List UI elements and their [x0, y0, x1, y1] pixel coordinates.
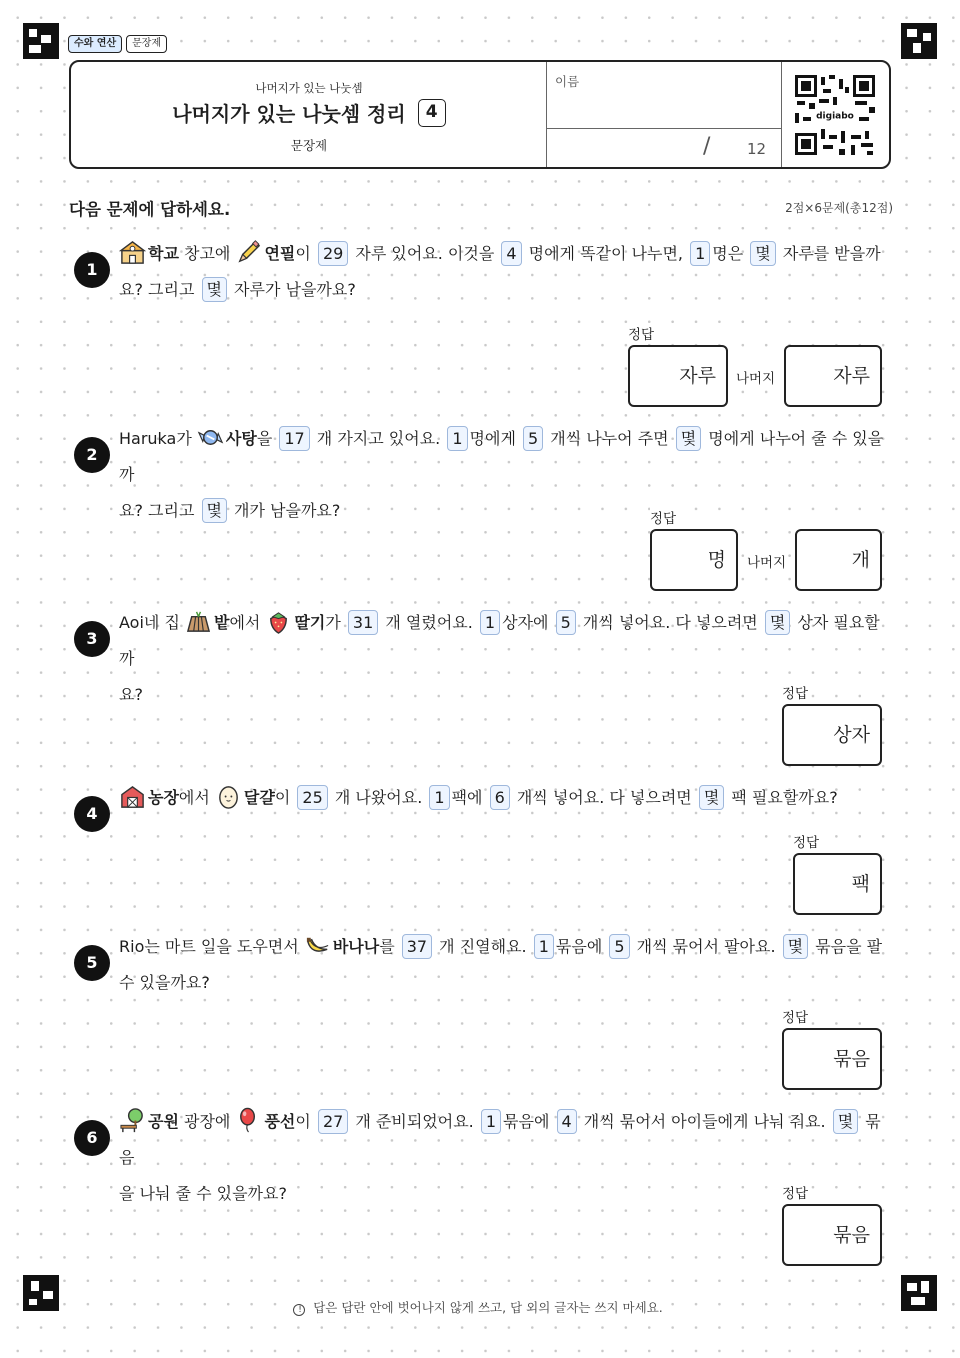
remainder-answer-box[interactable]: 자루: [784, 345, 882, 407]
number-box: 1: [690, 241, 710, 266]
question-text: 명에게 나누어 줄 수 있을까: [119, 429, 884, 484]
qr-label: digiabo: [816, 111, 854, 122]
tag-category: 수와 연산: [68, 35, 122, 53]
number-box: 5: [523, 426, 543, 451]
question-text: 이: [295, 244, 316, 263]
number-box: 4: [557, 1109, 577, 1134]
question-text: 개 가지고 있어요.: [311, 429, 446, 448]
question-text: Aoi네 집: [119, 613, 185, 632]
question-text: 에서: [178, 788, 215, 807]
question-text: 상자에: [502, 613, 554, 632]
remainder-label: 나머지: [747, 551, 786, 571]
remainder-answer-box[interactable]: 개: [795, 529, 882, 591]
answer-label: 정답: [650, 507, 676, 527]
question-text: 개씩 넣어요. 다 넣으려면: [577, 613, 763, 632]
question-text: 자루를 받을까: [777, 244, 881, 263]
footer-note: [0, 1298, 960, 1316]
egg-icon: [215, 783, 242, 810]
score-slash: /: [703, 134, 711, 159]
question-text: 묶음을 팔: [810, 937, 883, 956]
number-box: 5: [609, 934, 629, 959]
question-text: 개씩 넣어요. 다 넣으려면: [511, 788, 697, 807]
question-text: 을 나눠 줄 수 있을까요?: [119, 1184, 287, 1203]
keyword: 풍선: [264, 1112, 296, 1131]
answer-box[interactable]: 묶음: [782, 1028, 882, 1090]
name-score-area: [547, 62, 782, 167]
name-label: 이름: [555, 74, 580, 89]
question-text: 개씩 나누어 주면: [545, 429, 674, 448]
question-number: 1: [74, 252, 110, 288]
question-text: 명은: [712, 244, 749, 263]
question-line: [119, 677, 887, 713]
question-text: 요? 그리고: [119, 501, 200, 520]
number-box: 1: [480, 610, 500, 635]
answer-label: 정답: [793, 831, 819, 851]
question-4: [119, 780, 887, 816]
number-box: 25: [297, 785, 327, 810]
question-text: 창고에: [178, 244, 236, 263]
keyword: 학교: [148, 244, 179, 263]
answer-label: 정답: [782, 682, 808, 702]
question-text: 자루가 남을까요?: [228, 280, 356, 299]
question-text: 을: [256, 429, 278, 448]
keyword: 바나나: [332, 937, 380, 956]
number-box: 6: [490, 785, 510, 810]
question-text: 요? 그리고: [119, 280, 200, 299]
question-line: [119, 965, 887, 1001]
question-line: [119, 421, 887, 493]
worksheet-kind: 문장제: [290, 138, 328, 153]
subtitle: 나머지가 있는 나눗셈: [255, 81, 363, 95]
question-number: 4: [74, 796, 110, 832]
school-icon: [119, 239, 146, 266]
number-box: 몇: [202, 498, 227, 523]
worksheet-header: [69, 60, 891, 169]
number-box: 37: [402, 934, 432, 959]
number-box: 17: [279, 426, 309, 451]
number-box: 몇: [699, 785, 724, 810]
number-box: 몇: [765, 610, 790, 635]
question-number: 3: [74, 621, 110, 657]
banana-icon: [304, 932, 331, 959]
question-line: [119, 236, 887, 272]
question-text: 묶음: [119, 1112, 881, 1167]
keyword: 연필: [264, 244, 296, 263]
candy-icon: [197, 424, 224, 451]
question-text: 명에게: [469, 429, 521, 448]
question-3: [119, 605, 887, 713]
answer-label: 정답: [782, 1006, 808, 1026]
question-1: [119, 236, 887, 308]
worksheet-number: 4: [418, 99, 446, 127]
question-line: [119, 929, 887, 965]
question-2: [119, 421, 887, 529]
question-text: 가: [325, 613, 346, 632]
number-box: 31: [348, 610, 378, 635]
keyword: 농장: [148, 788, 179, 807]
keyword: 달걀: [243, 788, 275, 807]
footer-text: 답은 답란 안에 벗어나지 않게 쓰고, 답 외의 글자는 쓰지 마세요.: [309, 1300, 667, 1315]
question-6: [119, 1104, 887, 1212]
question-text: 개 준비되었어요.: [350, 1112, 479, 1131]
number-box: 29: [318, 241, 348, 266]
question-text: 상자 필요할까: [119, 613, 880, 668]
number-box: 1: [534, 934, 554, 959]
question-text: 개 열렸어요.: [380, 613, 478, 632]
number-box: 몇: [202, 277, 227, 302]
question-text: 를: [379, 937, 400, 956]
answer-box[interactable]: 상자: [782, 704, 882, 766]
question-text: 개씩 묶어서 팔아요.: [631, 937, 781, 956]
answer-label: 정답: [628, 323, 654, 343]
question-text: 수 있을까요?: [119, 973, 210, 992]
keyword: 사탕: [225, 429, 257, 448]
info-icon: !: [293, 1304, 305, 1316]
title-text: 나머지가 있는 나눗셈 정리: [172, 102, 406, 126]
question-text: 묶음에: [555, 937, 608, 956]
question-text: 이: [274, 788, 296, 807]
answer-box[interactable]: 팩: [793, 853, 882, 915]
number-box: 27: [318, 1109, 348, 1134]
number-box: 4: [501, 241, 521, 266]
keyword: 공원: [148, 1112, 179, 1131]
question-text: 명에게 똑같이 나누면,: [523, 244, 689, 263]
number-box: 1: [429, 785, 449, 810]
question-line: [119, 493, 887, 529]
strawberry-icon: [265, 608, 292, 635]
number-box: 1: [447, 426, 467, 451]
answer-box[interactable]: 묶음: [782, 1204, 882, 1266]
answer-box[interactable]: 명: [650, 529, 738, 591]
question-number: 6: [74, 1120, 110, 1156]
question-text: 묶음에: [503, 1112, 555, 1131]
fiducial-marker-top-left: [23, 23, 59, 59]
field-icon: [185, 608, 212, 635]
instruction: 다음 문제에 답하세요.: [69, 200, 231, 219]
number-box: 몇: [783, 934, 808, 959]
keyword: 밭: [213, 613, 230, 632]
tag-type: 문장제: [126, 35, 167, 53]
question-number: 5: [74, 945, 110, 981]
question-line: [119, 272, 887, 308]
question-text: Haruka가: [119, 429, 197, 448]
page-title: [71, 98, 547, 127]
category-tags: [68, 35, 167, 53]
total-score: 12: [747, 140, 767, 158]
divider: [547, 128, 781, 129]
barn-icon: [119, 783, 146, 810]
number-box: 1: [481, 1109, 501, 1134]
keyword: 딸기: [294, 613, 326, 632]
question-line: [119, 780, 887, 816]
question-text: 팩에: [451, 788, 488, 807]
question-text: 이: [295, 1112, 316, 1131]
question-text: 광장에: [178, 1112, 236, 1131]
question-text: 개 진열해요.: [434, 937, 532, 956]
number-box: 몇: [833, 1109, 858, 1134]
question-line: [119, 605, 887, 677]
answer-box[interactable]: 자루: [628, 345, 728, 407]
park-icon: [119, 1107, 146, 1134]
question-text: 팩 필요할까요?: [726, 788, 838, 807]
question-text: 에서: [229, 613, 266, 632]
title-area: [71, 62, 547, 167]
balloon-icon: [235, 1107, 262, 1134]
qr-code-icon: [793, 73, 877, 157]
question-text: 개씩 묶어서 아이들에게 나눠 줘요.: [578, 1112, 831, 1131]
question-text: 개 나왔어요.: [329, 788, 428, 807]
question-text: 요?: [119, 685, 143, 704]
question-text: 개가 남을까요?: [228, 501, 341, 520]
remainder-label: 나머지: [736, 367, 775, 387]
question-number: 2: [74, 437, 110, 473]
question-text: Rio는 마트 일을 도우면서: [119, 937, 304, 956]
question-line: [119, 1104, 887, 1176]
number-box: 몇: [676, 426, 701, 451]
question-line: [119, 1176, 887, 1212]
pencil-icon: [235, 239, 262, 266]
question-5: [119, 929, 887, 1001]
question-text: 자루 있어요. 이것을: [350, 244, 500, 263]
fiducial-marker-top-right: [901, 23, 937, 59]
answer-label: 정답: [782, 1182, 808, 1202]
number-box: 몇: [750, 241, 775, 266]
number-box: 5: [556, 610, 576, 635]
score-info: 2점×6문제(총12점): [785, 201, 893, 215]
